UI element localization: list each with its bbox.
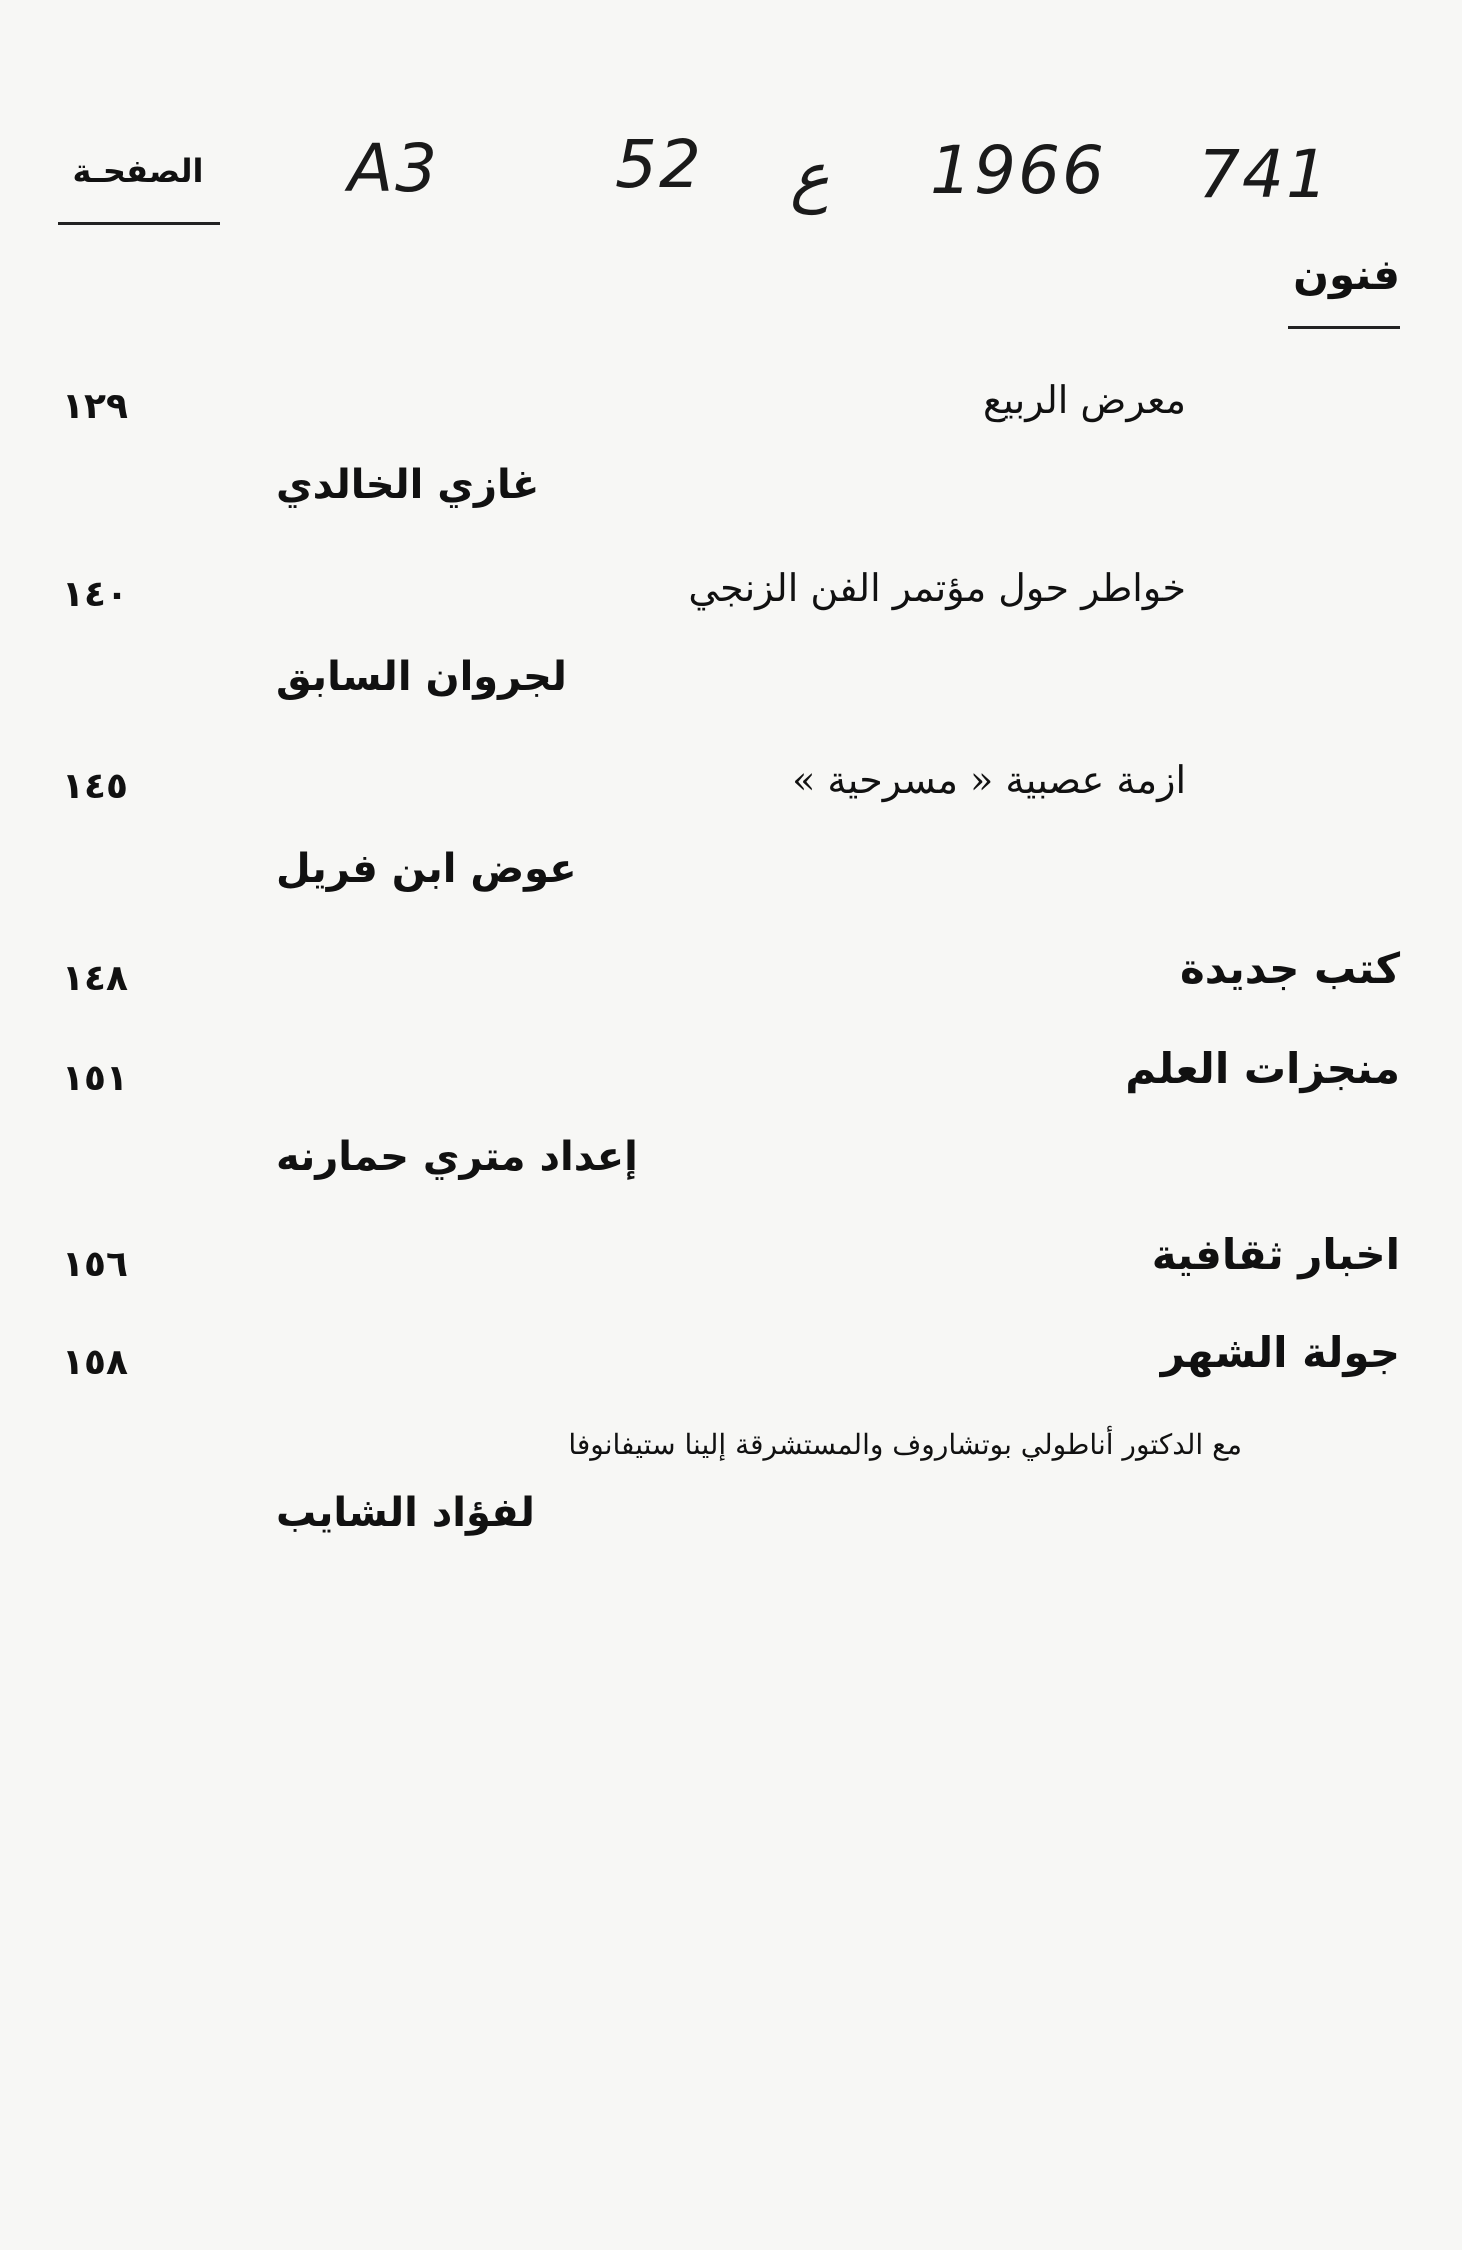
toc-entry-title: اخبار ثقافية	[1151, 1230, 1400, 1279]
page-column-header: الصفحـة	[72, 152, 204, 190]
toc-entry-page-number: ١٥٨	[62, 1342, 128, 1383]
toc-entry-title: كتب جديدة	[1179, 944, 1400, 993]
page-column-header-rule	[58, 222, 220, 225]
toc-entry-title: خواطر حول مؤتمر الفن الزنجي	[688, 566, 1186, 610]
toc-entry-page-number: ١٥١	[62, 1058, 128, 1099]
toc-entry-title: جولة الشهر	[1160, 1328, 1400, 1377]
handwritten-number: 741	[1198, 136, 1330, 213]
toc-entry-page-number: ١٤٥	[62, 766, 128, 807]
handwritten-year: 1966	[930, 132, 1106, 209]
toc-entry-author: عوض ابن فريل	[276, 846, 577, 892]
handwritten-code-letter: ع	[790, 138, 830, 215]
toc-entry-title: منجزات العلم	[1125, 1044, 1400, 1093]
toc-entry-title: ازمة عصبية « مسرحية »	[792, 758, 1186, 802]
handwritten-code-52: 52	[615, 126, 703, 203]
toc-entry-subtitle: مع الدكتور أناطولي بوتشاروف والمستشرقة إلينا ستيفانوفا	[568, 1428, 1242, 1461]
toc-entry-page-number: ١٥٦	[62, 1244, 128, 1285]
toc-entry-title: معرض الربيع	[982, 378, 1186, 422]
toc-entry-page-number: ١٤٠	[62, 574, 128, 615]
toc-entry-page-number: ١٤٨	[62, 958, 128, 999]
section-heading: فنون	[1293, 250, 1400, 299]
toc-entry-author: غازي الخالدي	[276, 462, 540, 508]
toc-entry-page-number: ١٢٩	[62, 386, 128, 427]
toc-entry-author: لفؤاد الشايب	[276, 1490, 535, 1536]
toc-entry-author: لجروان السابق	[276, 654, 567, 700]
handwritten-code-a3: A3	[348, 130, 440, 207]
section-heading-rule	[1288, 326, 1400, 329]
toc-entry-author: إعداد متري حمارنه	[276, 1134, 638, 1180]
